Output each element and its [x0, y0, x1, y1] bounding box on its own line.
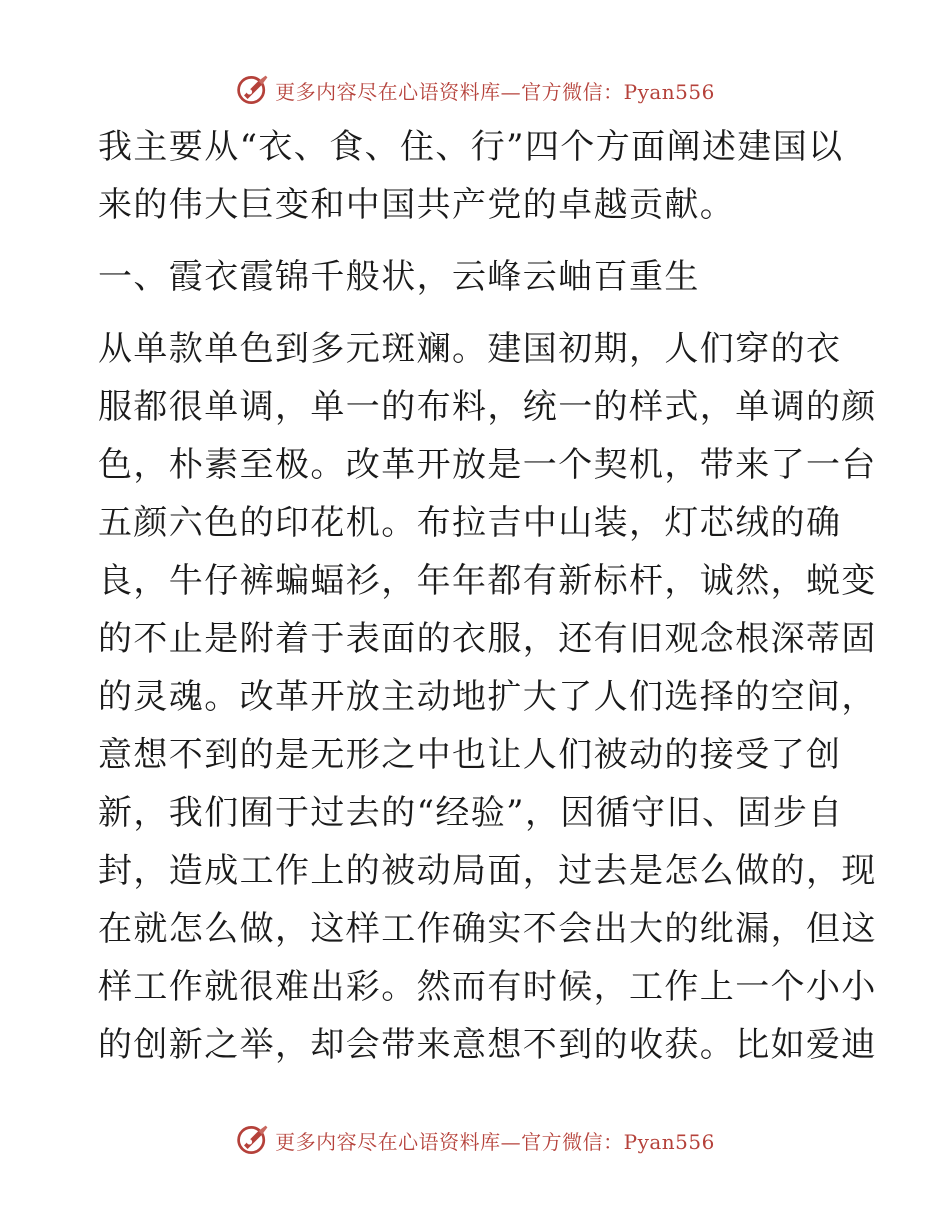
intro-line: 来的伟大巨变和中国共产党的卓越贡献。	[98, 185, 736, 225]
paragraph-line: 新，我们囿于过去的“经验”，因循守旧、固步自	[98, 793, 844, 833]
header-banner-text: 更多内容尽在心语资料库—官方微信：Pyan556	[275, 79, 715, 104]
paragraph-line: 服都很单调，单一的布料，统一的样式，单调的颜	[98, 387, 877, 427]
paragraph-line: 五颜六色的印花机。布拉吉中山装，灯芯绒的确	[98, 503, 842, 543]
pen-logo-icon	[235, 1122, 271, 1158]
paragraph-line: 样工作就很难出彩。然而有时候，工作上一个小小	[98, 967, 877, 1007]
paragraph-line: 从单款单色到多元斑斓。建国初期，人们穿的衣	[98, 329, 842, 369]
section-heading: 一、霞衣霞锦千般状，云峰云岫百重生	[98, 257, 700, 297]
paragraph-line: 的灵魂。改革开放主动地扩大了人们选择的空间，	[98, 677, 877, 717]
paragraph-line: 良，牛仔裤蝙蝠衫，年年都有新标杆，诚然，蜕变	[98, 561, 877, 601]
paragraph-line: 的不止是附着于表面的衣服，还有旧观念根深蒂固	[98, 619, 877, 659]
paragraph-line: 的创新之举，却会带来意想不到的收获。比如爱迪	[98, 1025, 877, 1065]
footer-banner	[0, 1120, 950, 1160]
header-banner	[0, 70, 950, 110]
paragraph-line: 色，朴素至极。改革开放是一个契机，带来了一台	[98, 445, 877, 485]
paragraph-line: 意想不到的是无形之中也让人们被动的接受了创	[98, 735, 842, 775]
footer-banner-text: 更多内容尽在心语资料库—官方微信：Pyan556	[275, 1129, 715, 1154]
document-body	[98, 118, 877, 1074]
pen-logo-icon	[235, 72, 271, 108]
paragraph-line: 在就怎么做，这样工作确实不会出大的纰漏，但这	[98, 909, 877, 949]
paragraph-line: 封，造成工作上的被动局面，过去是怎么做的，现	[98, 851, 877, 891]
intro-line: 我主要从“衣、食、住、行”四个方面阐述建国以	[98, 127, 844, 167]
